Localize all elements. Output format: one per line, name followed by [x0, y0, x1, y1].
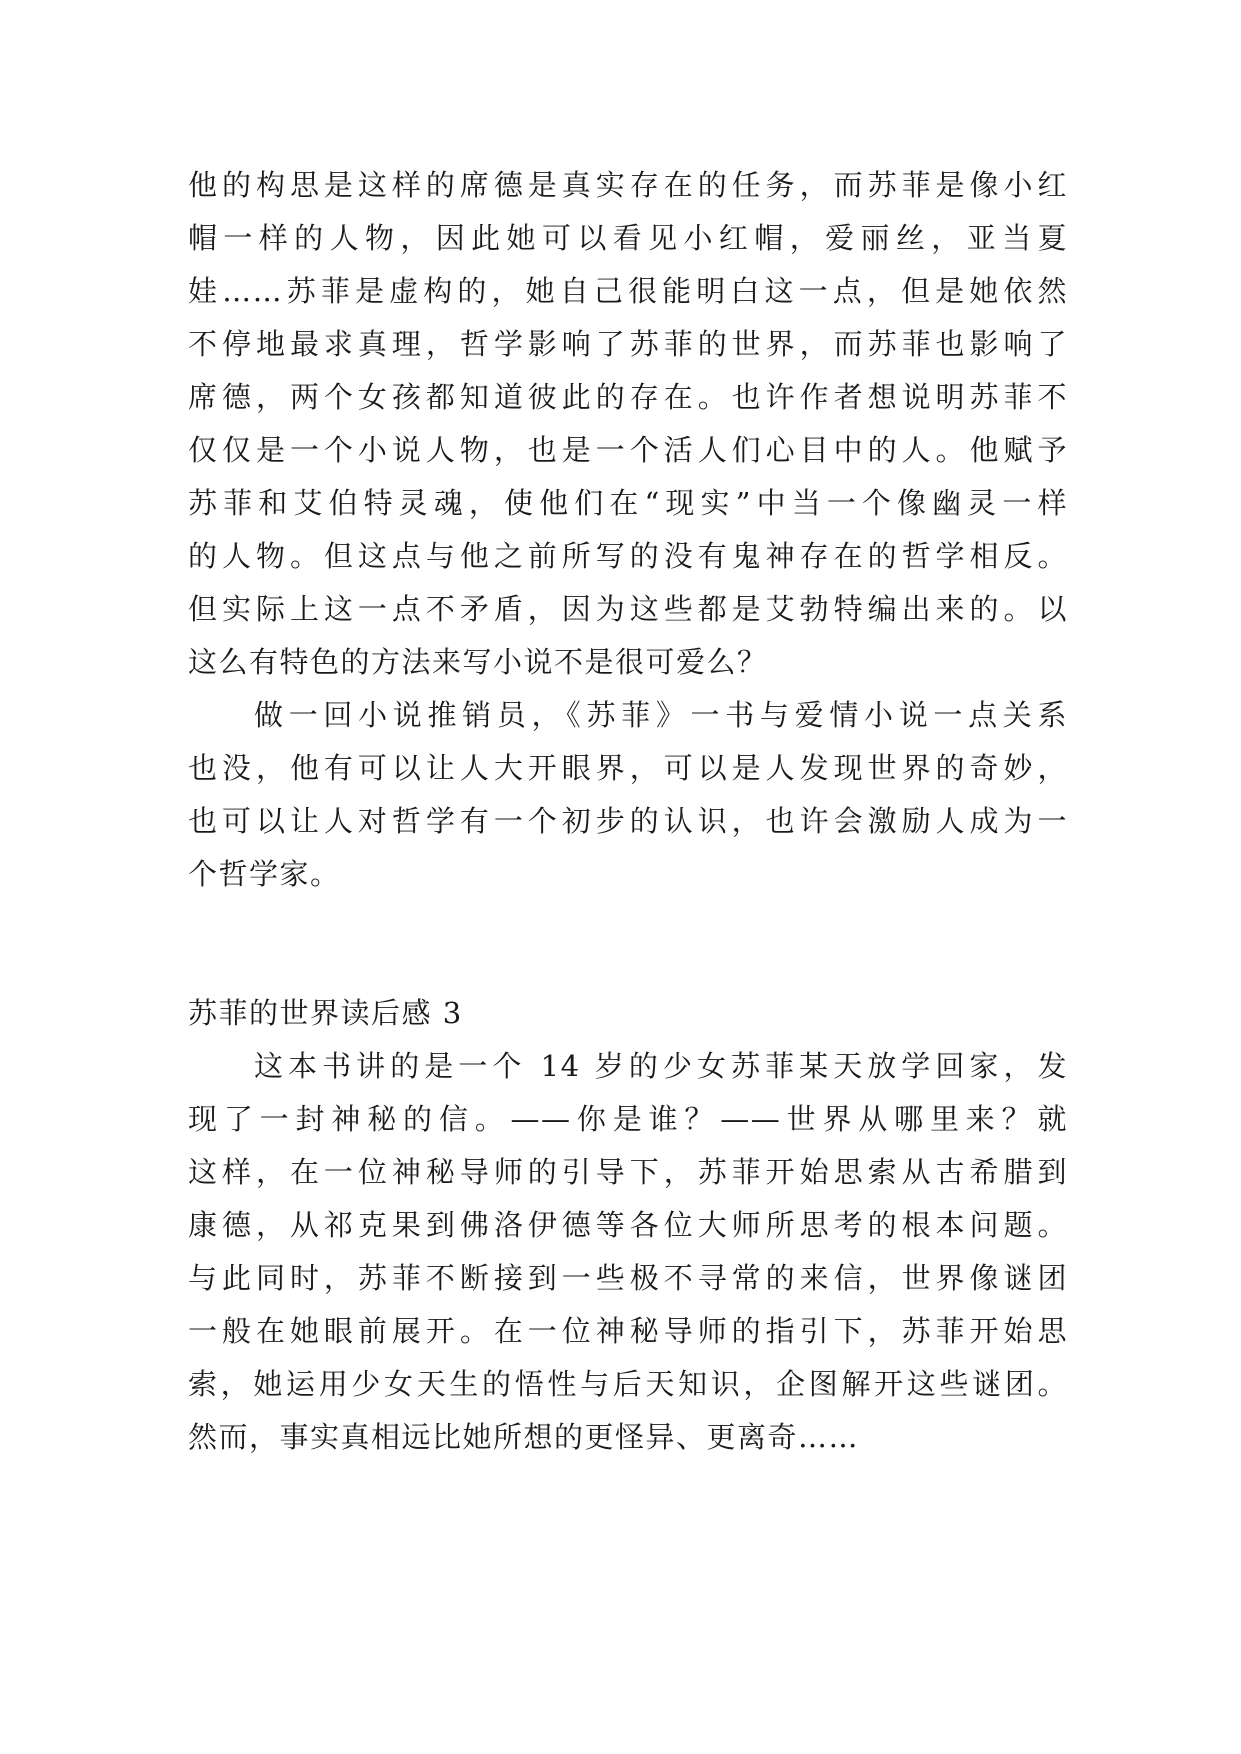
paragraph-1-line-9: 但实际上这一点不矛盾，因为这些都是艾勃特编出来的。以 [188, 592, 1068, 626]
paragraph-1-line-8: 的人物。但这点与他之前所写的没有鬼神存在的哲学相反。 [188, 539, 1068, 573]
paragraph-1-line-2: 帽一样的人物，因此她可以看见小红帽，爱丽丝，亚当夏 [188, 221, 1068, 255]
paragraph-1-line-7: 苏菲和艾伯特灵魂，使他们在“现实”中当一个像幽灵一样 [188, 486, 1068, 520]
paragraph-2-line-4: 个哲学家。 [188, 857, 341, 891]
paragraph-1-line-4: 不停地最求真理，哲学影响了苏菲的世界，而苏菲也影响了 [188, 327, 1068, 361]
section-heading: 苏菲的世界读后感 3 [188, 996, 463, 1030]
paragraph-3-line-5: 与此同时，苏菲不断接到一些极不寻常的来信，世界像谜团 [188, 1261, 1068, 1295]
paragraph-1-line-3: 娃……苏菲是虚构的，她自己很能明白这一点，但是她依然 [188, 274, 1068, 308]
paragraph-3-line-8: 然而，事实真相远比她所想的更怪异、更离奇…… [188, 1420, 860, 1454]
paragraph-1-line-1: 他的构思是这样的席德是真实存在的任务，而苏菲是像小红 [188, 168, 1068, 202]
paragraph-3-line-6: 一般在她眼前展开。在一位神秘导师的指引下，苏菲开始思 [188, 1314, 1068, 1348]
paragraph-3-line-2: 现了一封神秘的信。——你是谁？——世界从哪里来？就 [188, 1102, 1068, 1136]
paragraph-1-line-6: 仅仅是一个小说人物，也是一个活人们心目中的人。他赋予 [188, 433, 1068, 467]
paragraph-1-line-10: 这么有特色的方法来写小说不是很可爱么？ [188, 645, 768, 679]
paragraph-3-line-4: 康德，从祁克果到佛洛伊德等各位大师所思考的根本问题。 [188, 1208, 1068, 1242]
paragraph-2-line-1: 做一回小说推销员，《苏菲》一书与爱情小说一点关系 [254, 698, 1068, 732]
paragraph-2-line-3: 也可以让人对哲学有一个初步的认识，也许会激励人成为一 [188, 804, 1068, 838]
paragraph-3-line-3: 这样，在一位神秘导师的引导下，苏菲开始思索从古希腊到 [188, 1155, 1068, 1189]
paragraph-1-line-5: 席德，两个女孩都知道彼此的存在。也许作者想说明苏菲不 [188, 380, 1068, 414]
paragraph-2-line-2: 也没，他有可以让人大开眼界，可以是人发现世界的奇妙， [188, 751, 1068, 785]
paragraph-3-line-7: 索，她运用少女天生的悟性与后天知识，企图解开这些谜团。 [188, 1367, 1068, 1401]
paragraph-3-line-1: 这本书讲的是一个 14 岁的少女苏菲某天放学回家，发 [254, 1049, 1068, 1083]
